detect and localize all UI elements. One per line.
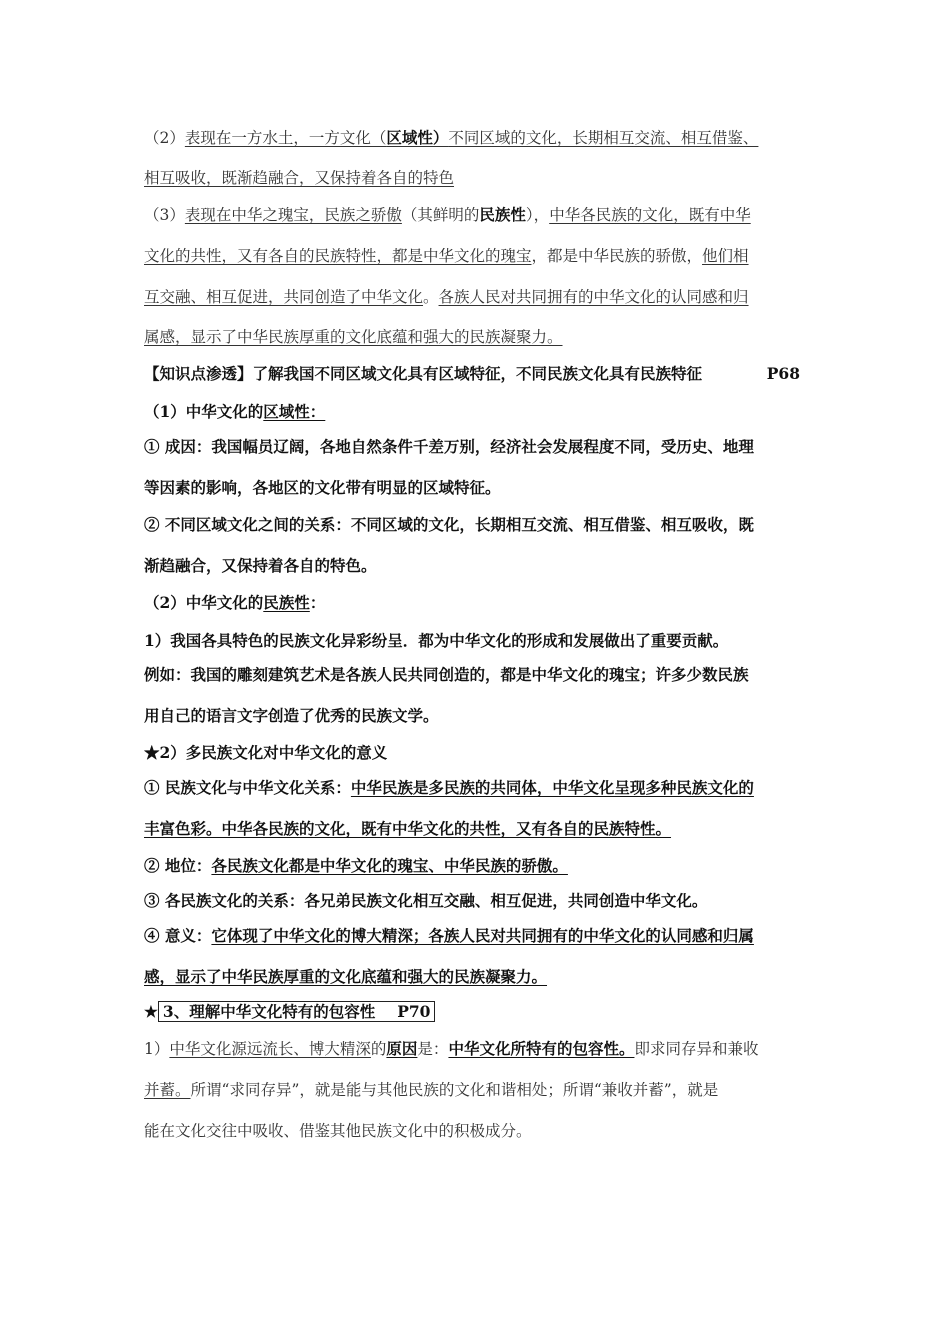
text-line [144,167,454,189]
text-span: 1） [144,1040,170,1058]
text-span: 2）多民族文化对中华文化的意义 [159,743,388,762]
text-span: 【知识点渗透】了解我国不同区域文化具有区域特征，不同民族文化具有民族特征 [144,364,703,383]
text-line [144,966,547,988]
text-span: 并蓄。 [144,1081,191,1099]
text-span: 相互吸收，既渐趋融合，又保持着各自的特色 [144,169,455,187]
text-line [144,127,758,149]
text-span: 1）我国各具特色的民族文化异彩纷呈．都为中华文化的形成和发展做出了重要贡献。 [144,631,729,650]
text-line [144,436,754,458]
text-line [144,1038,758,1060]
text-span: ③ 各民族文化的关系：各兄弟民族文化相互交融、相互促进，共同创造中华文化。 [144,891,708,910]
text-span: （1）中华文化的 [144,402,264,421]
text-span: 各民族文化都是中华文化的瑰宝、中华民族的骄傲。 [211,856,568,875]
text-span: 丰富色彩。中华各民族的文化，既有中华文化的共性，又有各自的民族特性。 [144,819,672,838]
text-line [144,1079,718,1101]
text-span: ④ 意义： [144,926,212,945]
text-line [144,477,501,499]
text-span: 渐趋融合，又保持着各自的特色。 [144,556,377,575]
page-reference: P70 [397,1002,431,1021]
text-line [144,326,563,348]
text-line [144,890,707,912]
text-line [144,925,754,947]
text-span [185,129,759,147]
text-span: 例如：我国的雕刻建筑艺术是各族人民共同创造的，都是中华文化的瑰宝；许多少数民族 [144,665,749,684]
text-span: 互交融、相互促进，共同创造了中华文化 [144,288,424,306]
text-line [144,555,377,577]
text-line [144,818,671,840]
text-line [144,742,387,764]
text-line [144,592,325,614]
text-span: 民族性 [263,593,310,612]
text-span: 的 [370,1040,387,1058]
text-span: 3、理解中华文化特有的包容性 [162,1002,376,1021]
text-span: 他们相 [702,247,749,265]
text-span: 不同区域的文化，长期相互交流、相互借鉴、 [448,129,759,147]
text-span: ② 地位： [144,856,212,875]
text-span: （2）中华文化的 [144,593,264,612]
text-span: 各族人民对共同拥有的中华文化的认同感和归 [438,288,749,306]
text-line [144,630,728,652]
text-line [144,401,325,423]
text-line [144,286,749,308]
text-line [144,777,754,799]
text-line [144,1001,435,1023]
text-span: （2） [144,129,185,147]
text-span: 中华民族是多民族的共同体，中华文化呈现多种民族文化的 [350,778,754,797]
text-span: ② 不同区域文化之间的关系：不同区域的文化，长期相互交流、相互借鉴、相互吸收，既 [144,515,754,534]
text-span: 属感，显示了中华民族厚重的文化底蕴和强大的民族凝聚力。 [144,328,563,346]
text-line [144,705,439,727]
boxed-heading [158,1001,436,1022]
text-span: 能在文化交往中吸收、借鉴其他民族文化中的积极成分。 [144,1122,532,1140]
text-span: 用自己的语言文字创造了优秀的民族文学。 [144,706,439,725]
text-span: 表现在一方水土，一方文化（ [184,129,387,147]
text-span: 感，显示了中华民族厚重的文化底蕴和强大的民族凝聚力。 [144,967,548,986]
text-span: 民族性 [479,205,526,224]
text-span: 。 [423,288,439,306]
text-span: 即求同存异和兼收 [634,1040,759,1058]
text-span: 是： [417,1040,449,1058]
text-span: 所谓“求同存异”，就是能与其他民族的文化和谐相处；所谓“兼收并蓄”，就是 [190,1081,719,1099]
text-span: 等因素的影响，各地区的文化带有明显的区域特征。 [144,478,501,497]
text-span: 区域性： [263,402,326,421]
text-line [144,664,749,686]
text-span: ① 成因：我国幅员辽阔，各地自然条件千差万别，经济社会发展程度不同，受历史、地理 [144,437,754,456]
text-line [144,204,751,226]
text-span: 文化的共性，又有各自的民族特性，都是中华文化的瑰宝 [144,247,532,265]
text-span: ，都是中华民族的骄傲， [531,247,703,265]
text-line [144,855,568,877]
text-span: ① 民族文化与中华文化关系： [144,778,351,797]
text-span: （其鲜明的 [401,206,480,224]
text-span: 中华文化源远流长、博大精深 [169,1040,371,1058]
text-span: 中华各民族的文化，既有中华 [549,206,751,224]
text-span: （3） [144,206,185,224]
section-heading [144,363,800,385]
text-span: ： [309,593,326,612]
text-span: ）， [525,206,550,224]
text-span: 区域性） [386,128,449,147]
star-icon: ★ [144,743,160,762]
page-reference: P68 [766,364,800,383]
text-line [144,1120,532,1142]
star-icon: ★ [144,1002,158,1021]
text-line [144,514,754,536]
text-span: 表现在中华之瑰宝，民族之骄傲 [184,206,402,224]
text-span: 它体现了中华文化的博大精深；各族人民对共同拥有的中华文化的认同感和归属 [211,926,754,945]
text-line [144,245,749,267]
text-span: 中华文化所特有的包容性。 [448,1039,635,1058]
text-span: 原因 [386,1039,418,1058]
